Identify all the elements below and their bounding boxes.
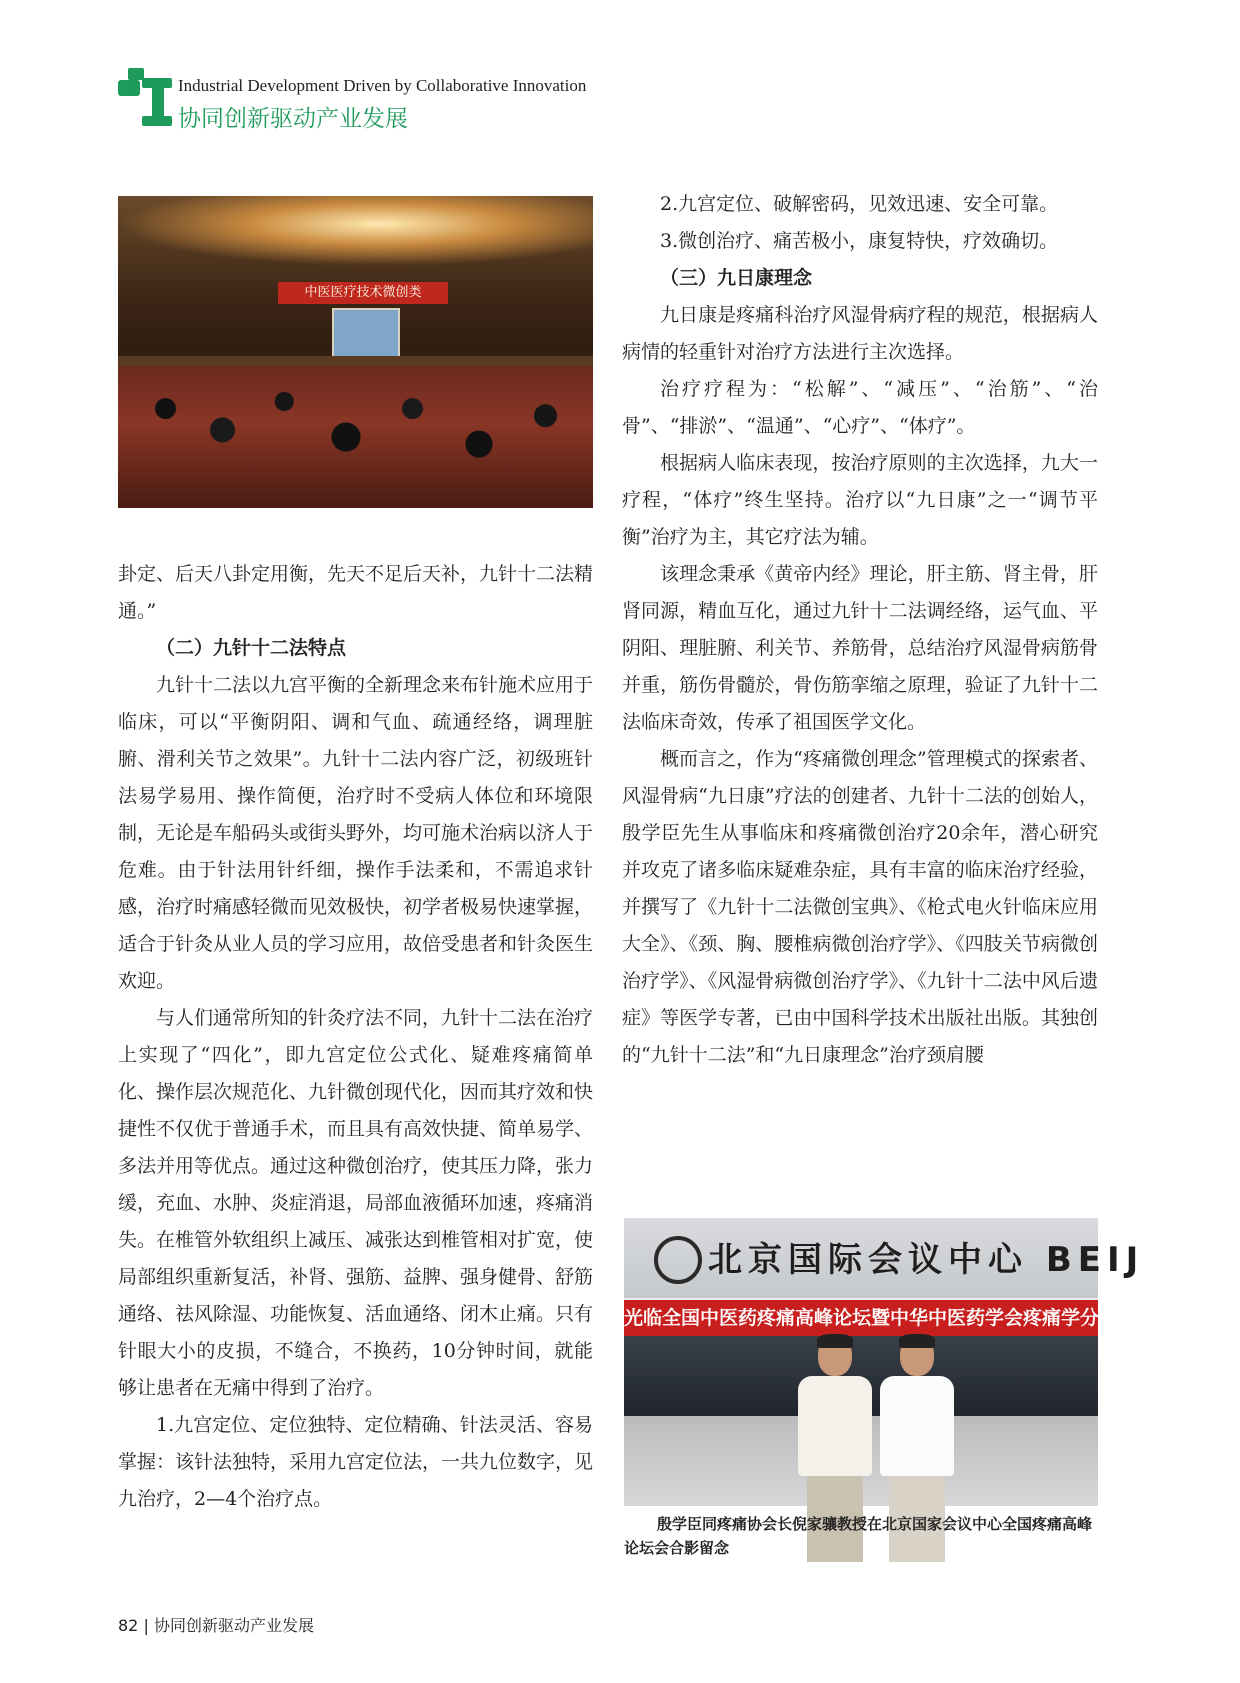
group-photo [624,1218,1157,1506]
page-footer [118,1613,314,1636]
conference-banner: 中医医疗技术微创类 [278,282,448,304]
paragraph: 3.微创治疗、痛苦极小，康复特快，疗效确切。 [660,230,1059,252]
header-title-cn: 协同创新驱动产业发展 [178,106,408,132]
emblem-icon [654,1236,702,1284]
photo-caption: 殷学臣同疼痛协会长倪家骧教授在北京国家会议中心全国疼痛高峰论坛会合影留念 [624,1515,1093,1557]
paragraph: 治疗疗程为：“松解”、“减压”、“治筋”、“治骨”、“排淤”、“温通”、“心疗”、“体疗”。 [622,378,1098,437]
event-banner: 光临全国中医药疼痛高峰论坛暨中华中医药学会疼痛学分会成立 [624,1300,1098,1336]
header-title-en: Industrial Development Driven by Collaborative Innovation [178,76,587,95]
conference-photo [118,196,593,508]
paragraph: 与人们通常所知的针灸疗法不同，九针十二法在治疗上实现了“四化”，即九宫定位公式化、疑难疼痛简单化、操作层次规范化、九针微创现代化，因而其疗效和快捷性不仅优于普通手术，而且具有高效快捷、简单易学、多法并用等优点。通过这种微创治疗，使其压力降，张力缓，充血、水肿、炎症消退，局部血液循环加速，疼痛消失。在椎管外软组织上减压、减张达到椎管相对扩宽，使局部组织重新复活，补肾、强筋、益脾、强身健骨、舒筋通络、祛风除湿、功能恢复、活血通络、闭木止痛。只有针眼大小的皮损，不缝合，不换药，10分钟时间，就能够让患者在无痛中得到了治疗。 [118,1007,594,1399]
building-facade [624,1218,1145,1298]
building-sign: 北京国际会议中心 BEIJ [708,1240,1145,1280]
paragraph: 根据病人临床表现，按治疗原则的主次选择，九大一疗程，“体疗”终生坚持。治疗以“九日康”之一“调节平衡”治疗为主，其它疗法为辅。 [622,452,1098,548]
paragraph: 九日康是疼痛科治疗风湿骨病疗程的规范，根据病人病情的轻重针对治疗方法进行主次选择。 [622,304,1098,363]
paragraph: 该理念秉承《黄帝内经》理论，肝主筋、肾主骨，肝肾同源，精血互化，通过九针十二法调经络，运气血、平阴阳、理脏腑、利关节、养筋骨，总结治疗风湿骨病筋骨并重，筋伤骨髓於，骨伤筋挛缩之原理，验证了九针十二法临床奇效，传承了祖国医学文化。 [622,563,1098,733]
footer-journal-name: 协同创新驱动产业发展 [153,1616,314,1635]
footer-separator: | [143,1616,149,1635]
magazine-logo-icon [118,68,174,128]
page-header [118,66,818,136]
right-column [622,186,1098,1074]
section-heading: （二）九针十二法特点 [156,637,347,659]
page-number: 82 [118,1616,139,1635]
audience [118,366,593,508]
paragraph: 概而言之，作为“疼痛微创理念”管理模式的探索者、风湿骨病“九日康”疗法的创建者、九针十二法的创始人，殷学臣先生从事临床和疼痛微创治疗20余年，潜心研究并攻克了诸多临床疑难杂症，具有丰富的临床治疗经验，并撰写了《九针十二法微创宝典》、《枪式电火针临床应用大全》、《颈、胸、腰椎病微创治疗学》、《四肢关节病微创治疗学》、《风湿骨病微创治疗学》、《九针十二法中风后遗症》等医学专著，已由中国科学技术出版社出版。其独创的“九针十二法”和“九日康理念”治疗颈肩腰 [622,748,1098,1066]
paragraph: 1.九宫定位、定位独特、定位精确、针法灵活、容易掌握：该针法独特，采用九宫定位法，一共九位数字，见九治疗，2—4个治疗点。 [118,1414,594,1510]
paragraph: 九针十二法以九宫平衡的全新理念来布针施术应用于临床，可以“平衡阴阳、调和气血、疏通经络，调理脏腑、滑利关节之效果”。九针十二法内容广泛，初级班针法易学易用、操作简便，治疗时不受病人体位和环境限制，无论是车船码头或街头野外，均可施术治病以济人于危难。由于针法用针纤细，操作手法柔和，不需追求针感，治疗时痛感轻微而见效极快，初学者极易快速掌握，适合于针灸从业人员的学习应用，故倍受患者和针灸医生欢迎。 [118,674,594,992]
paragraph: 卦定、后天八卦定用衡，先天不足后天补，九针十二法精通。” [118,563,594,622]
paragraph: 2.九宫定位、破解密码，见效迅速、安全可靠。 [660,193,1059,215]
section-heading: （三）九日康理念 [660,267,813,289]
left-column [118,556,593,1518]
ceiling-lights [118,196,593,266]
